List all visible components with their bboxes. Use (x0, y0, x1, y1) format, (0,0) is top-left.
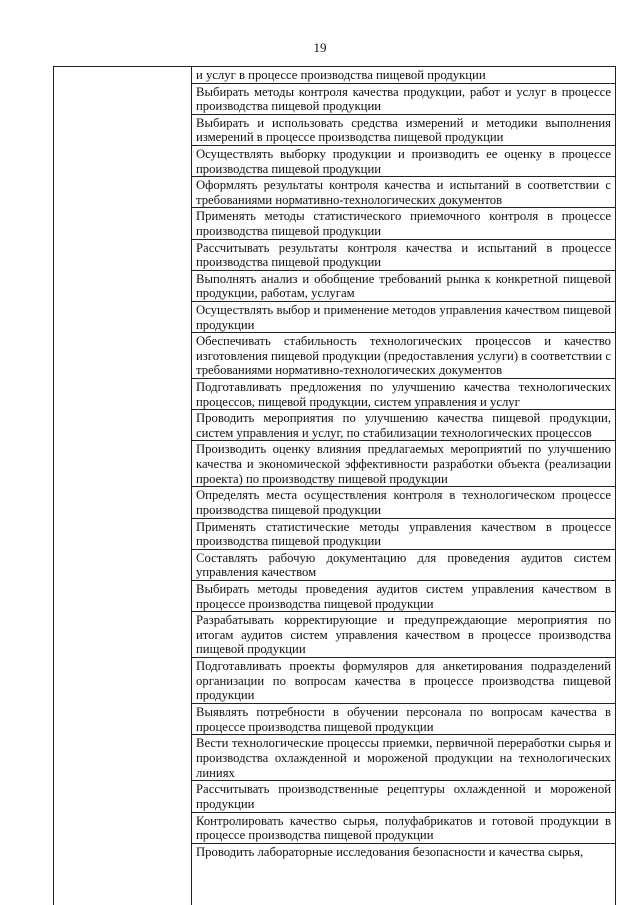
skill-cell: Обеспечивать стабильность технологических процессов и качество изготовления пищевой продукции (предоставления услуги) в соответствии с требованиями нормативно-технологических документов (192, 333, 616, 379)
skill-cell: Выбирать методы контроля качества продукции, работ и услуг в процессе производства пищевой продукции (192, 83, 616, 114)
skill-cell: Составлять рабочую документацию для проведения аудитов систем управления качеством (192, 549, 616, 580)
skill-cell: Подготавливать предложения по улучшению качества технологических процессов, пищевой продукции, систем управления и услуг (192, 379, 616, 410)
skill-cell: Проводить лабораторные исследования безопасности и качества сырья, (192, 843, 616, 905)
skill-cell: Разрабатывать корректирующие и предупреждающие мероприятия по итогам аудитов систем управления качеством в процессе производства пищевой продукции (192, 612, 616, 658)
skills-table (53, 66, 616, 905)
skill-cell: Применять статистические методы управления качеством в процессе производства пищевой продукции (192, 518, 616, 549)
skill-cell: Подготавливать проекты формуляров для анкетирования подразделений организации по вопросам качества в процессе производства пищевой продукции (192, 658, 616, 704)
skill-cell: Рассчитывать производственные рецептуры охлажденной и мороженой продукции (192, 781, 616, 812)
skill-cell: Проводить мероприятия по улучшению качества пищевой продукции, систем управления и услуг, по стабилизации технологических процессов (192, 410, 616, 441)
skill-cell: Выявлять потребности в обучении персонала по вопросам качества в процессе производства пищевой продукции (192, 704, 616, 735)
skill-cell: Выбирать и использовать средства измерений и методики выполнения измерений в процессе производства пищевой продукции (192, 114, 616, 145)
skill-cell: Производить оценку влияния предлагаемых мероприятий по улучшению качества и экономической эффективности разработки объекта (реализации проекта) по производству пищевой продукции (192, 441, 616, 487)
skill-cell: Осуществлять выбор и применение методов управления качеством пищевой продукции (192, 301, 616, 332)
skill-cell: Применять методы статистического приемочного контроля в процессе производства пищевой продукции (192, 208, 616, 239)
skill-cell: Оформлять результаты контроля качества и испытаний в соответствии с требованиями нормативно-технологических документов (192, 177, 616, 208)
skill-cell: Выбирать методы проведения аудитов систем управления качеством в процессе производства пищевой продукции (192, 581, 616, 612)
skill-cell: Рассчитывать результаты контроля качества и испытаний в процессе производства пищевой продукции (192, 239, 616, 270)
table-row (54, 67, 616, 84)
skill-cell: и услуг в процессе производства пищевой продукции (192, 67, 616, 84)
skill-cell: Выполнять анализ и обобщение требований рынка к конкретной пищевой продукции, работам, услугам (192, 270, 616, 301)
skill-cell: Определять места осуществления контроля в технологическом процессе производства пищевой продукции (192, 487, 616, 518)
empty-left-column (54, 67, 192, 905)
skill-cell: Контролировать качество сырья, полуфабрикатов и готовой продукции в процессе производства пищевой продукции (192, 812, 616, 843)
skill-cell: Осуществлять выборку продукции и производить ее оценку в процессе производства пищевой продукции (192, 145, 616, 176)
page-number: 19 (313, 40, 327, 55)
skill-cell: Вести технологические процессы приемки, первичной переработки сырья и производства охлажденной и мороженой продукции на технологических линиях (192, 735, 616, 781)
